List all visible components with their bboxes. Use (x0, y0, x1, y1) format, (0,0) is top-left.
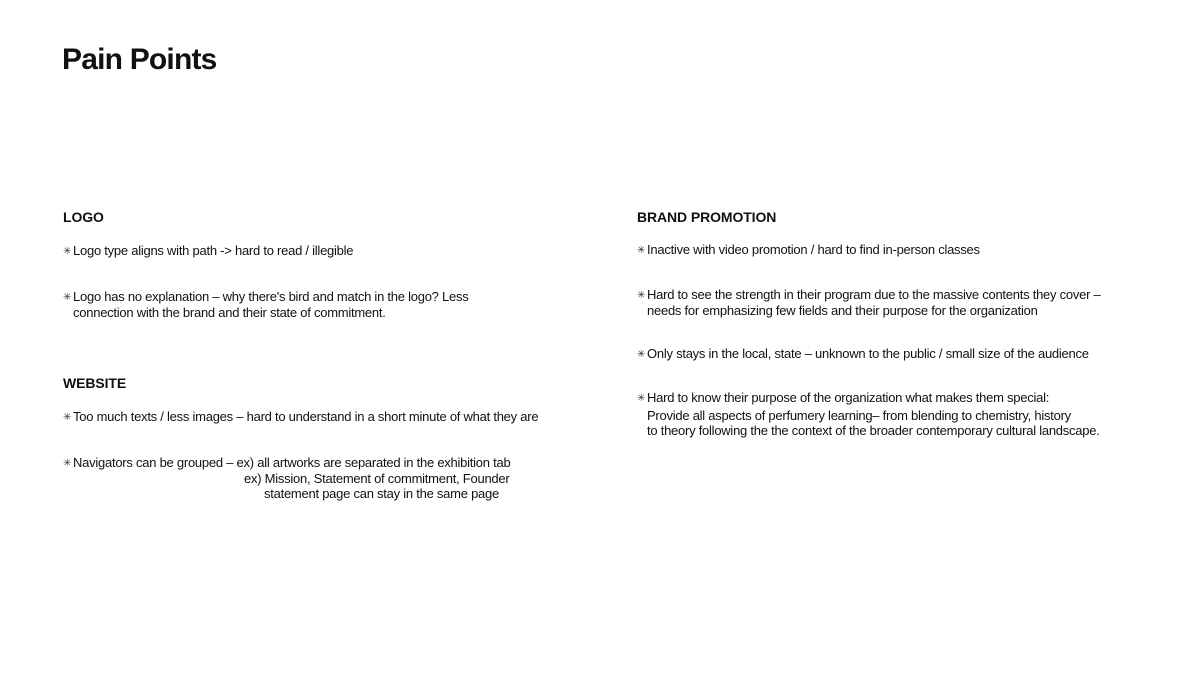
page-title: Pain Points (62, 43, 217, 76)
asterisk-bullet-icon: ✳ (637, 290, 646, 301)
brand-pain-point-4 (637, 390, 1100, 439)
asterisk-bullet-icon: ✳ (63, 458, 72, 469)
section-website (63, 375, 603, 510)
pain-point-text: Inactive with video promotion / hard to find in-person classes (647, 242, 980, 257)
asterisk-bullet-icon: ✳ (637, 393, 646, 404)
asterisk-bullet-icon: ✳ (63, 412, 72, 423)
pain-point-text: statement page can stay in the same page (264, 486, 499, 501)
brand-pain-point-3 (637, 346, 1089, 362)
pain-point-text: Hard to see the strength in their program due to the massive contents they cover – (647, 287, 1101, 302)
pain-point-text: needs for emphasizing few fields and their purpose for the organization (647, 302, 1038, 318)
website-pain-point-2 (63, 455, 510, 502)
pain-point-text: Logo type aligns with path -> hard to read / illegible (73, 243, 354, 258)
pain-point-text: Too much texts / less images – hard to understand in a short minute of what they are (73, 409, 539, 424)
pain-point-text: Provide all aspects of perfumery learning– from blending to chemistry, history (647, 407, 1071, 423)
brand-pain-point-2 (637, 287, 1101, 318)
pain-point-text: to theory following the the context of the broader contemporary cultural landscape. (647, 423, 1100, 438)
section-brand-promotion (637, 209, 1157, 449)
pain-point-text: Logo has no explanation – why there's bird and match in the logo? Less (73, 289, 469, 304)
asterisk-bullet-icon: ✳ (63, 292, 72, 303)
asterisk-bullet-icon: ✳ (637, 349, 646, 360)
logo-pain-point-1 (63, 243, 353, 259)
section-logo (63, 209, 583, 334)
website-pain-point-1 (63, 409, 538, 425)
pain-point-text: Navigators can be grouped – ex) all artworks are separated in the exhibition tab (73, 455, 511, 470)
pain-point-text: ex) Mission, Statement of commitment, Founder (244, 470, 510, 486)
asterisk-bullet-icon: ✳ (637, 245, 646, 256)
asterisk-bullet-icon: ✳ (63, 246, 72, 257)
logo-pain-point-2 (63, 289, 468, 320)
section-heading-website: WEBSITE (63, 375, 127, 391)
pain-point-text: Hard to know their purpose of the organization what makes them special: (647, 390, 1050, 405)
section-heading-brand-promotion: BRAND PROMOTION (637, 209, 777, 225)
section-heading-logo: LOGO (63, 209, 104, 225)
brand-pain-point-1 (637, 242, 980, 258)
pain-point-text: Only stays in the local, state – unknown to the public / small size of the audience (647, 346, 1089, 361)
pain-point-text: connection with the brand and their state of commitment. (73, 304, 386, 320)
